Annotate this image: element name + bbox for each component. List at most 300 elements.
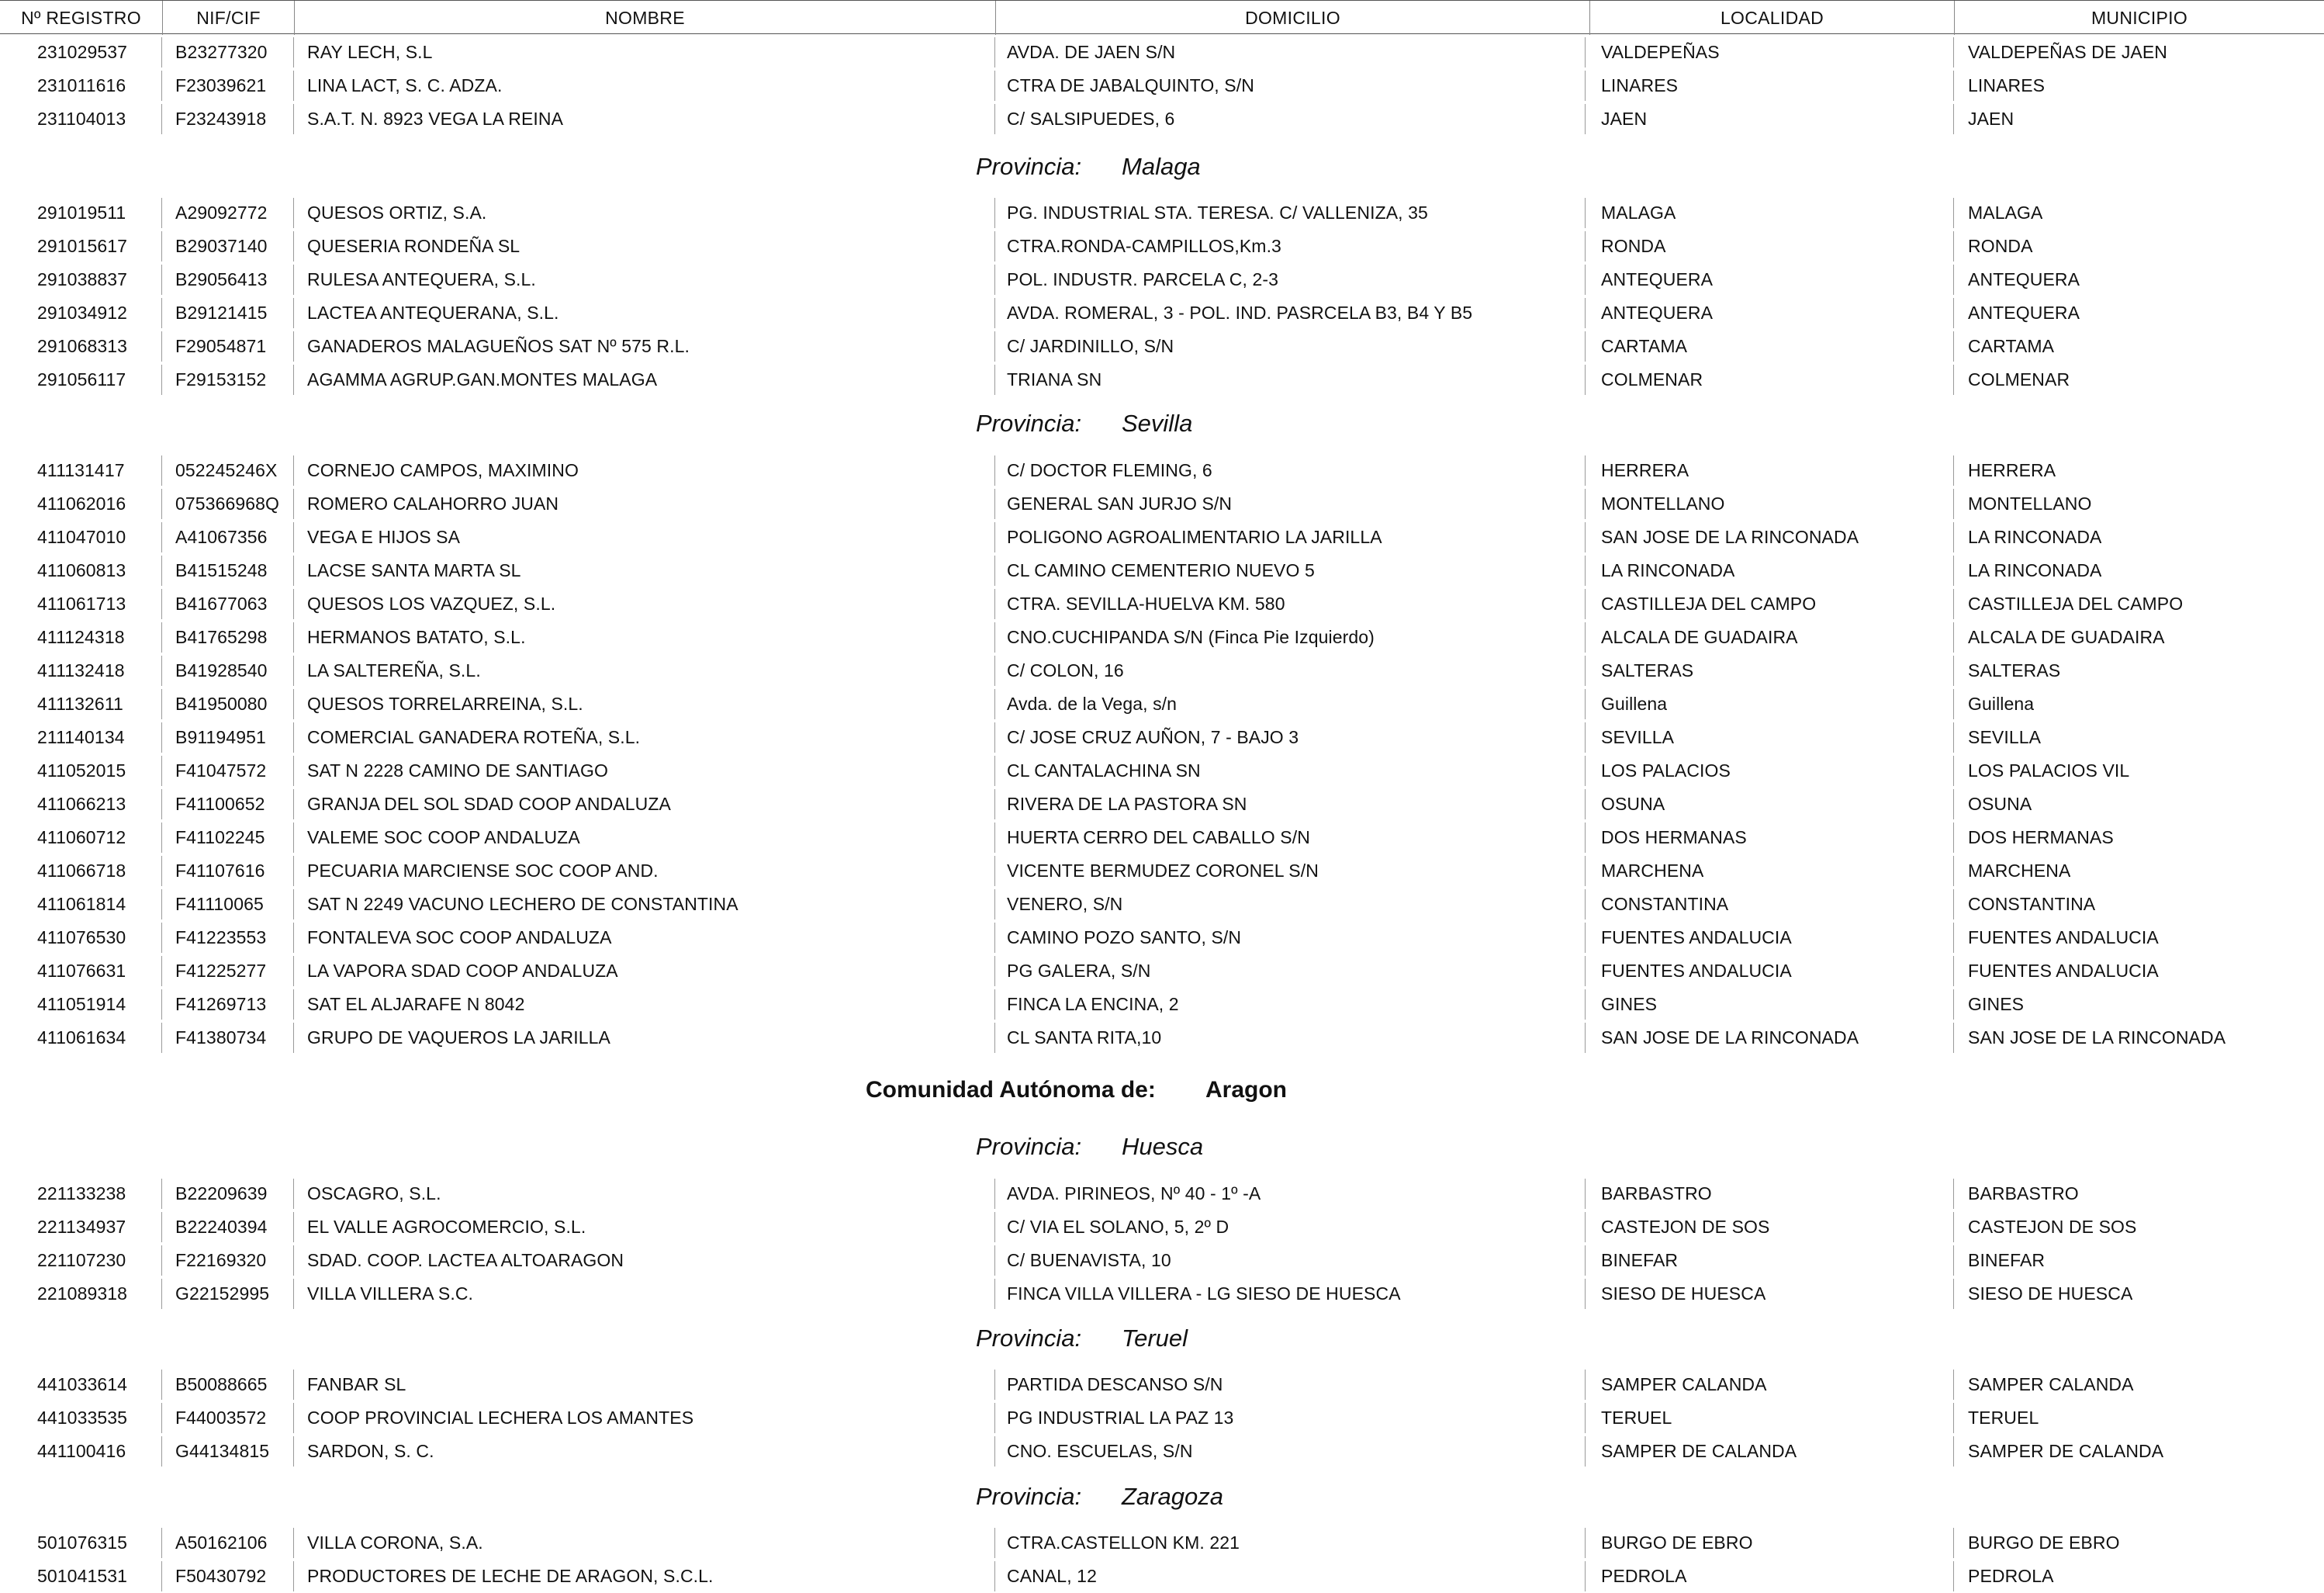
column-divider: [293, 455, 294, 486]
nombre-cell: LA SALTEREÑA, S.L.: [307, 660, 481, 680]
column-divider: [1585, 37, 1586, 68]
column-divider: [293, 722, 294, 753]
table-row: [0, 1368, 2324, 1401]
nombre-cell: ROMERO CALAHORRO JUAN: [307, 493, 559, 514]
nif-cell: F44003572: [175, 1408, 267, 1428]
column-divider: [1953, 956, 1954, 986]
column-divider: [1585, 365, 1586, 395]
column-divider: [161, 489, 162, 519]
column-divider: [1585, 1212, 1586, 1242]
municipio-cell: SALTERAS: [1968, 660, 2061, 680]
registro-cell: 411051914: [37, 994, 126, 1014]
nombre-cell: SARDON, S. C.: [307, 1441, 434, 1461]
column-divider: [1585, 1403, 1586, 1433]
domicilio-cell: CAMINO POZO SANTO, S/N: [1007, 927, 1242, 947]
column-divider: [1585, 231, 1586, 261]
nif-cell: F23243918: [175, 109, 267, 129]
column-divider: [161, 265, 162, 295]
nombre-cell: PECUARIA MARCIENSE SOC COOP AND.: [307, 861, 659, 881]
comunidad-heading: [866, 1072, 1287, 1108]
nif-cell: F29153152: [175, 369, 267, 390]
provincia-label: Provincia:: [976, 1325, 1082, 1352]
provincia-heading: [976, 1479, 1223, 1515]
column-divider: [1585, 331, 1586, 362]
column-divider: [1953, 856, 1954, 886]
column-divider: [161, 1179, 162, 1209]
nif-cell: A50162106: [175, 1532, 268, 1553]
table-row: [0, 1401, 2324, 1435]
column-divider: [1585, 1179, 1586, 1209]
column-divider: [1953, 989, 1954, 1020]
domicilio-cell: CNO. ESCUELAS, S/N: [1007, 1441, 1193, 1461]
column-divider: [994, 37, 995, 68]
nombre-cell: EL VALLE AGROCOMERCIO, S.L.: [307, 1217, 586, 1237]
provincia-heading: [976, 1129, 1203, 1165]
column-divider: [1585, 298, 1586, 328]
nombre-cell: HERMANOS BATATO, S.L.: [307, 627, 526, 647]
column-divider: [1953, 198, 1954, 228]
table-row: [0, 1177, 2324, 1210]
comunidad-name: Aragon: [1205, 1077, 1287, 1103]
nombre-cell: SAT N 2249 VACUNO LECHERO DE CONSTANTINA: [307, 894, 738, 914]
domicilio-cell: CL CAMINO CEMENTERIO NUEVO 5: [1007, 560, 1315, 580]
column-divider: [1953, 489, 1954, 519]
registro-cell: 411132418: [37, 660, 125, 680]
provincia-name: Sevilla: [1122, 410, 1193, 437]
domicilio-cell: TRIANA SN: [1007, 369, 1102, 390]
nif-cell: B41677063: [175, 594, 268, 614]
provincia-label: Provincia:: [976, 153, 1082, 180]
table-row: [0, 1526, 2324, 1560]
registro-cell: 221107230: [37, 1250, 126, 1270]
table-row: [0, 1435, 2324, 1468]
nif-cell: F41380734: [175, 1027, 267, 1048]
registro-cell: 291034912: [37, 303, 128, 323]
header-registro: Nº REGISTRO: [0, 1, 163, 35]
nombre-cell: QUESOS ORTIZ, S.A.: [307, 203, 487, 223]
domicilio-cell: CANAL, 12: [1007, 1566, 1097, 1586]
column-divider: [994, 455, 995, 486]
column-divider: [1953, 1279, 1954, 1309]
column-divider: [994, 489, 995, 519]
column-divider: [293, 989, 294, 1020]
table-row: [0, 102, 2324, 136]
nif-cell: F41110065: [175, 894, 264, 914]
column-divider: [293, 589, 294, 619]
column-divider: [293, 856, 294, 886]
domicilio-cell: CTRA.RONDA-CAMPILLOS,Km.3: [1007, 236, 1281, 256]
column-divider: [161, 231, 162, 261]
column-divider: [1953, 365, 1954, 395]
table-row: [0, 687, 2324, 721]
registro-cell: 411047010: [37, 527, 126, 547]
localidad-cell: SALTERAS: [1601, 660, 1694, 680]
table-row: [0, 621, 2324, 654]
localidad-cell: LINARES: [1601, 75, 1679, 95]
column-divider: [994, 298, 995, 328]
table-row: [0, 587, 2324, 621]
column-divider: [161, 1561, 162, 1591]
domicilio-cell: C/ DOCTOR FLEMING, 6: [1007, 460, 1212, 480]
nombre-cell: PRODUCTORES DE LECHE DE ARAGON, S.C.L.: [307, 1566, 714, 1586]
nif-cell: F22169320: [175, 1250, 267, 1270]
column-divider: [161, 1403, 162, 1433]
nombre-cell: VEGA E HIJOS SA: [307, 527, 461, 547]
municipio-cell: ANTEQUERA: [1968, 303, 2080, 323]
table-row: [0, 196, 2324, 230]
municipio-cell: SEVILLA: [1968, 727, 2042, 747]
domicilio-cell: PG INDUSTRIAL LA PAZ 13: [1007, 1408, 1234, 1428]
domicilio-cell: FINCA VILLA VILLERA - LG SIESO DE HUESCA: [1007, 1283, 1401, 1304]
column-divider: [1953, 1528, 1954, 1558]
column-divider: [1585, 1370, 1586, 1400]
column-divider: [1585, 622, 1586, 653]
column-divider: [994, 1370, 995, 1400]
municipio-cell: BINEFAR: [1968, 1250, 2046, 1270]
table-row: [0, 954, 2324, 988]
domicilio-cell: CTRA. SEVILLA-HUELVA KM. 580: [1007, 594, 1285, 614]
column-divider: [1585, 455, 1586, 486]
municipio-cell: SAMPER DE CALANDA: [1968, 1441, 2164, 1461]
comunidad-label: Comunidad Autónoma de:: [866, 1077, 1156, 1103]
nombre-cell: QUESOS LOS VAZQUEZ, S.L.: [307, 594, 556, 614]
table-row: [0, 821, 2324, 854]
column-divider: [161, 1023, 162, 1053]
registro-cell: 411061634: [37, 1027, 126, 1048]
column-divider: [161, 956, 162, 986]
municipio-cell: HERRERA: [1968, 460, 2056, 480]
column-divider: [161, 365, 162, 395]
column-divider: [1953, 822, 1954, 853]
table-row: [0, 230, 2324, 263]
nif-cell: F41225277: [175, 961, 267, 981]
column-divider: [994, 722, 995, 753]
localidad-cell: Guillena: [1601, 694, 1668, 714]
registro-cell: 411060712: [37, 827, 126, 847]
localidad-cell: HERRERA: [1601, 460, 1689, 480]
nif-cell: G44134815: [175, 1441, 270, 1461]
registro-cell: 411061814: [37, 894, 126, 914]
registro-cell: 411060813: [37, 560, 126, 580]
column-divider: [1585, 822, 1586, 853]
nif-cell: B41950080: [175, 694, 268, 714]
column-divider: [994, 589, 995, 619]
domicilio-cell: AVDA. ROMERAL, 3 - POL. IND. PASRCELA B3, B4 Y B5: [1007, 303, 1473, 323]
municipio-cell: VALDEPEÑAS DE JAEN: [1968, 42, 2168, 62]
column-divider: [1585, 556, 1586, 586]
table-row: [0, 921, 2324, 954]
table-row: [0, 554, 2324, 587]
domicilio-cell: GENERAL SAN JURJO S/N: [1007, 493, 1233, 514]
column-divider: [1585, 1528, 1586, 1558]
column-divider: [994, 689, 995, 719]
municipio-cell: ANTEQUERA: [1968, 269, 2080, 289]
provincia-label: Provincia:: [976, 1133, 1082, 1160]
nif-cell: F41047572: [175, 760, 267, 781]
registro-cell: 291068313: [37, 336, 128, 356]
column-divider: [1953, 522, 1954, 552]
municipio-cell: LOS PALACIOS VIL: [1968, 760, 2130, 781]
column-divider: [1953, 1245, 1954, 1276]
nif-cell: B29037140: [175, 236, 268, 256]
nif-cell: F41269713: [175, 994, 267, 1014]
header-nif: NIF/CIF: [163, 1, 295, 35]
localidad-cell: LA RINCONADA: [1601, 560, 1735, 580]
column-divider: [1585, 1279, 1586, 1309]
domicilio-cell: C/ JOSE CRUZ AUÑON, 7 - BAJO 3: [1007, 727, 1299, 747]
municipio-cell: OSUNA: [1968, 794, 2032, 814]
column-divider: [293, 1179, 294, 1209]
provincia-heading: [976, 406, 1192, 442]
column-divider: [1585, 656, 1586, 686]
column-divider: [994, 231, 995, 261]
column-divider: [161, 1245, 162, 1276]
localidad-cell: SAMPER DE CALANDA: [1601, 1441, 1797, 1461]
column-divider: [1953, 1403, 1954, 1433]
column-divider: [1953, 622, 1954, 653]
nif-cell: B22209639: [175, 1183, 268, 1203]
municipio-cell: LINARES: [1968, 75, 2046, 95]
column-divider: [293, 522, 294, 552]
domicilio-cell: RIVERA DE LA PASTORA SN: [1007, 794, 1247, 814]
nif-cell: F41100652: [175, 794, 265, 814]
column-divider: [1585, 265, 1586, 295]
municipio-cell: CONSTANTINA: [1968, 894, 2096, 914]
nombre-cell: QUESERIA RONDEÑA SL: [307, 236, 520, 256]
table-row: [0, 69, 2324, 102]
column-divider: [161, 1212, 162, 1242]
column-divider: [293, 756, 294, 786]
column-divider: [994, 71, 995, 101]
domicilio-cell: Avda. de la Vega, s/n: [1007, 694, 1178, 714]
domicilio-cell: PARTIDA DESCANSO S/N: [1007, 1374, 1223, 1394]
column-divider: [161, 71, 162, 101]
domicilio-cell: VICENTE BERMUDEZ CORONEL S/N: [1007, 861, 1319, 881]
municipio-cell: RONDA: [1968, 236, 2033, 256]
column-divider: [161, 1528, 162, 1558]
column-divider: [293, 1436, 294, 1467]
column-divider: [1585, 989, 1586, 1020]
table-row: [0, 1210, 2324, 1244]
column-divider: [1585, 756, 1586, 786]
column-divider: [293, 231, 294, 261]
column-divider: [994, 1023, 995, 1053]
registro-cell: 411131417: [37, 460, 125, 480]
localidad-cell: SAN JOSE DE LA RINCONADA: [1601, 1027, 1859, 1048]
municipio-cell: ALCALA DE GUADAIRA: [1968, 627, 2165, 647]
column-divider: [994, 1403, 995, 1433]
column-divider: [1953, 789, 1954, 819]
column-divider: [994, 856, 995, 886]
column-divider: [161, 298, 162, 328]
registro-cell: 441033614: [37, 1374, 128, 1394]
column-divider: [1585, 722, 1586, 753]
column-divider: [994, 956, 995, 986]
column-divider: [994, 622, 995, 653]
municipio-cell: CASTILLEJA DEL CAMPO: [1968, 594, 2184, 614]
nif-cell: F50430792: [175, 1566, 267, 1586]
localidad-cell: ALCALA DE GUADAIRA: [1601, 627, 1798, 647]
column-divider: [994, 1279, 995, 1309]
localidad-cell: CASTILLEJA DEL CAMPO: [1601, 594, 1817, 614]
nif-cell: B41928540: [175, 660, 268, 680]
domicilio-cell: CTRA DE JABALQUINTO, S/N: [1007, 75, 1254, 95]
column-divider: [161, 1370, 162, 1400]
column-divider: [994, 1179, 995, 1209]
nif-cell: B91194951: [175, 727, 266, 747]
table-row: [0, 454, 2324, 487]
column-divider: [293, 923, 294, 953]
column-divider: [161, 622, 162, 653]
column-divider: [994, 198, 995, 228]
column-divider: [161, 656, 162, 686]
header-municipio: MUNICIPIO: [2091, 8, 2188, 28]
table-row: [0, 1244, 2324, 1277]
header-nombre: NOMBRE: [295, 1, 996, 35]
column-divider: [293, 1403, 294, 1433]
nombre-cell: SAT EL ALJARAFE N 8042: [307, 994, 525, 1014]
municipio-cell: Guillena: [1968, 694, 2035, 714]
registro-cell: 411066718: [37, 861, 126, 881]
nif-cell: A29092772: [175, 203, 268, 223]
column-divider: [1953, 1179, 1954, 1209]
column-divider: [1585, 889, 1586, 919]
nif-cell: B22240394: [175, 1217, 268, 1237]
column-divider: [1585, 956, 1586, 986]
municipio-cell: MARCHENA: [1968, 861, 2071, 881]
column-divider: [1585, 1561, 1586, 1591]
column-divider: [994, 789, 995, 819]
column-divider: [293, 556, 294, 586]
column-divider: [293, 622, 294, 653]
municipio-cell: FUENTES ANDALUCIA: [1968, 961, 2159, 981]
column-divider: [994, 104, 995, 134]
column-divider: [994, 331, 995, 362]
nombre-cell: COMERCIAL GANADERA ROTEÑA, S.L.: [307, 727, 641, 747]
nombre-cell: LA VAPORA SDAD COOP ANDALUZA: [307, 961, 618, 981]
nombre-cell: LINA LACT, S. C. ADZA.: [307, 75, 503, 95]
domicilio-cell: FINCA LA ENCINA, 2: [1007, 994, 1179, 1014]
column-divider: [161, 822, 162, 853]
municipio-cell: SAN JOSE DE LA RINCONADA: [1968, 1027, 2226, 1048]
registro-cell: 221133238: [37, 1183, 126, 1203]
registro-cell: 411124318: [37, 627, 125, 647]
table-row: [0, 487, 2324, 521]
column-divider: [1953, 589, 1954, 619]
table-row: [0, 888, 2324, 921]
nombre-cell: RULESA ANTEQUERA, S.L.: [307, 269, 536, 289]
localidad-cell: TERUEL: [1601, 1408, 1672, 1428]
nif-cell: B23277320: [175, 42, 268, 62]
localidad-cell: SIESO DE HUESCA: [1601, 1283, 1766, 1304]
column-divider: [1953, 1023, 1954, 1053]
localidad-cell: CARTAMA: [1601, 336, 1688, 356]
registro-cell: 231104013: [37, 109, 126, 129]
column-divider: [1953, 265, 1954, 295]
column-divider: [1953, 231, 1954, 261]
column-divider: [293, 37, 294, 68]
column-divider: [1953, 298, 1954, 328]
column-divider: [994, 989, 995, 1020]
column-divider: [1585, 589, 1586, 619]
registro-cell: 291038837: [37, 269, 128, 289]
localidad-cell: GINES: [1601, 994, 1658, 1014]
municipio-cell: DOS HERMANAS: [1968, 827, 2114, 847]
column-divider: [161, 1436, 162, 1467]
domicilio-cell: POL. INDUSTR. PARCELA C, 2-3: [1007, 269, 1279, 289]
column-divider: [1585, 1245, 1586, 1276]
localidad-cell: ANTEQUERA: [1601, 269, 1714, 289]
column-divider: [1953, 923, 1954, 953]
localidad-cell: BARBASTRO: [1601, 1183, 1712, 1203]
nif-cell: F23039621: [175, 75, 267, 95]
nif-cell: B41515248: [175, 560, 268, 580]
localidad-cell: CONSTANTINA: [1601, 894, 1729, 914]
column-divider: [994, 1212, 995, 1242]
column-divider: [293, 298, 294, 328]
registro-cell: 441033535: [37, 1408, 128, 1428]
provincia-label: Provincia:: [976, 410, 1082, 437]
column-divider: [161, 556, 162, 586]
column-divider: [161, 889, 162, 919]
provincia-name: Zaragoza: [1122, 1483, 1223, 1510]
localidad-cell: PEDROLA: [1601, 1566, 1687, 1586]
column-divider: [994, 1561, 995, 1591]
column-divider: [161, 789, 162, 819]
nombre-cell: QUESOS TORRELARREINA, S.L.: [307, 694, 583, 714]
column-divider: [994, 556, 995, 586]
column-divider: [161, 989, 162, 1020]
column-divider: [994, 522, 995, 552]
localidad-cell: MALAGA: [1601, 203, 1676, 223]
nombre-cell: GRANJA DEL SOL SDAD COOP ANDALUZA: [307, 794, 671, 814]
column-divider: [1953, 889, 1954, 919]
localidad-cell: LOS PALACIOS: [1601, 760, 1731, 781]
column-divider: [293, 689, 294, 719]
provincia-name: Huesca: [1122, 1133, 1204, 1160]
column-divider: [293, 331, 294, 362]
provincia-label: Provincia:: [976, 1483, 1082, 1510]
table-row: [0, 1021, 2324, 1054]
column-divider: [161, 923, 162, 953]
localidad-cell: ANTEQUERA: [1601, 303, 1714, 323]
table-row: [0, 521, 2324, 554]
registro-cell: 211140134: [37, 727, 125, 747]
localidad-cell: JAEN: [1601, 109, 1648, 129]
column-divider: [161, 198, 162, 228]
column-divider: [994, 365, 995, 395]
nombre-cell: LACTEA ANTEQUERANA, S.L.: [307, 303, 559, 323]
provincia-heading: [976, 1321, 1188, 1356]
column-divider: [161, 455, 162, 486]
domicilio-cell: CL SANTA RITA,10: [1007, 1027, 1162, 1048]
column-divider: [161, 1279, 162, 1309]
nombre-cell: AGAMMA AGRUP.GAN.MONTES MALAGA: [307, 369, 658, 390]
table-row: [0, 263, 2324, 296]
column-divider: [994, 822, 995, 853]
domicilio-cell: POLIGONO AGROALIMENTARIO LA JARILLA: [1007, 527, 1382, 547]
municipio-cell: CARTAMA: [1968, 336, 2055, 356]
column-divider: [161, 522, 162, 552]
column-divider: [293, 104, 294, 134]
domicilio-cell: C/ BUENAVISTA, 10: [1007, 1250, 1171, 1270]
nombre-cell: SAT N 2228 CAMINO DE SANTIAGO: [307, 760, 609, 781]
nombre-cell: LACSE SANTA MARTA SL: [307, 560, 521, 580]
localidad-cell: SAMPER CALANDA: [1601, 1374, 1767, 1394]
municipio-cell: MONTELLANO: [1968, 493, 2092, 514]
column-divider: [1953, 689, 1954, 719]
nif-cell: A41067356: [175, 527, 268, 547]
